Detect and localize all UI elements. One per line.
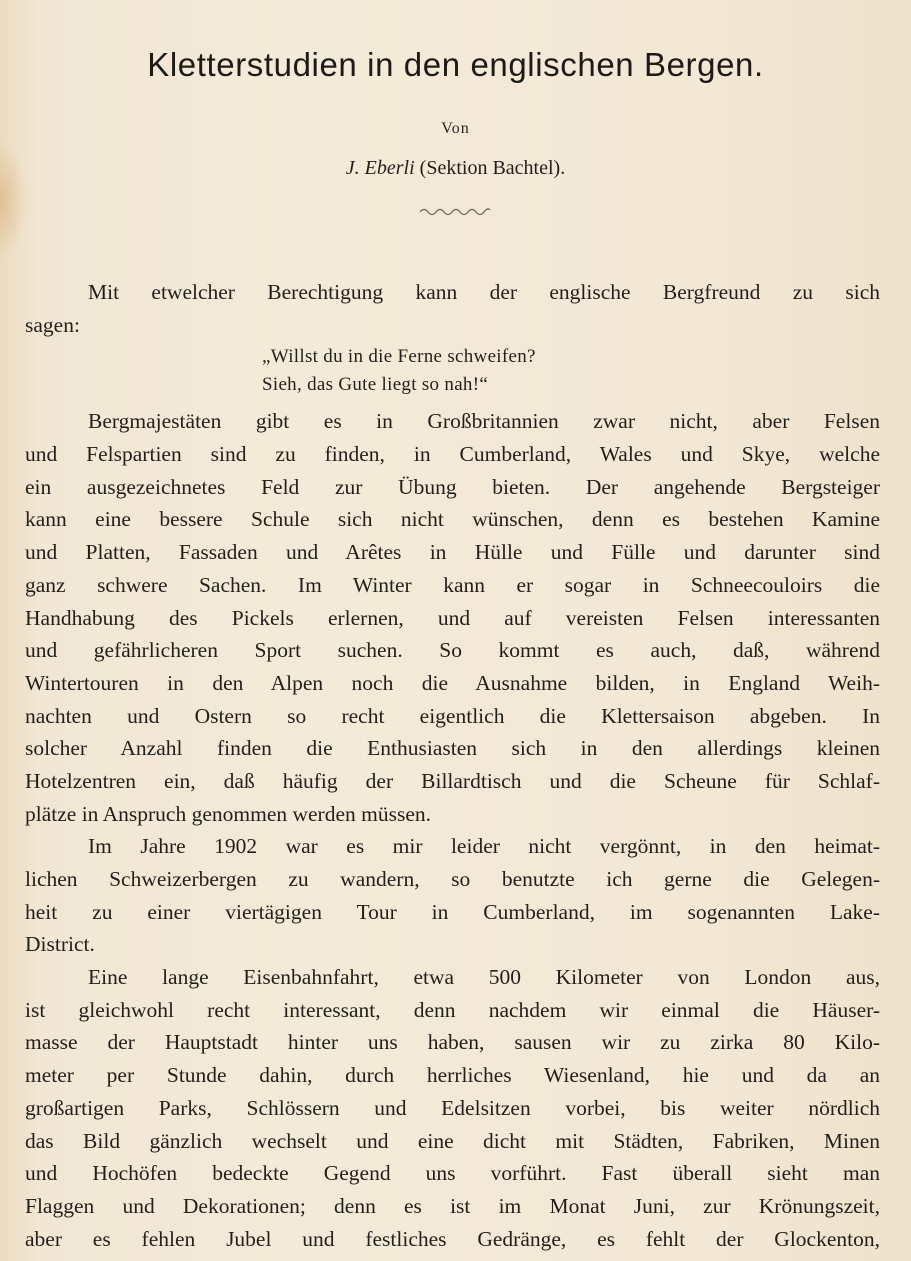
text-line: Bergmajestäten gibt es in Großbritannien zwar nicht, aber Felsen [88, 409, 880, 434]
text-line: sagen: [25, 312, 80, 337]
article-title: Kletterstudien in den englischen Bergen. [147, 46, 764, 83]
text-line: Flaggen und Dekorationen; denn es ist im Monat Juni, zur Krönungszeit, [25, 1193, 880, 1218]
text-line: ein ausgezeichnetes Feld zur Übung bieten. Der angehende Bergsteiger [25, 474, 880, 499]
text-line: und Hochöfen bedeckte Gegend uns vorführt. Fast überall sieht man [25, 1161, 880, 1186]
text-line: lichen Schweizerbergen zu wandern, so benutzte ich gerne die Gelegen- [25, 867, 880, 891]
text-line: kann eine bessere Schule sich nicht wünschen, denn es bestehen Kamine [25, 507, 880, 532]
text-line: masse der Hauptstadt hinter uns haben, sausen wir zu zirka 80 Kilo- [25, 1030, 880, 1055]
text-line: und Felspartien sind zu finden, in Cumberland, Wales und Skye, welche [25, 442, 880, 467]
quote-line: Sieh, das Gute liegt so nah!“ [262, 374, 489, 396]
article-body [25, 276, 880, 1255]
text-line: ganz schwere Sachen. Im Winter kann er sogar in Schneecouloirs die [25, 572, 880, 597]
text-line: Eine lange Eisenbahnfahrt, etwa 500 Kilometer von London aus, [88, 965, 880, 990]
author-section: (Sektion Bachtel). [419, 157, 566, 179]
text-line: aber es fehlen Jubel und festliches Gedränge, es fehlt der Glockenton, [25, 1226, 880, 1251]
text-line: ist gleichwohl recht interessant, denn nachdem wir einmal die Häuser- [25, 997, 880, 1022]
text-line: großartigen Parks, Schlössern und Edelsitzen vorbei, bis weiter nördlich [25, 1095, 880, 1120]
text-line: Hotelzentren ein, daß häufig der Billardtisch und die Scheune für Schlaf- [25, 768, 880, 793]
text-line: Mit etwelcher Berechtigung kann der englische Bergfreund zu sich [88, 280, 880, 304]
text-line: das Bild gänzlich wechselt und eine dicht mit Städten, Fabriken, Minen [25, 1128, 880, 1153]
text-line: plätze in Anspruch genommen werden müssen. [25, 801, 432, 826]
wavy-ornament-icon [418, 206, 492, 218]
text-line: und gefährlicheren Sport suchen. So kommt es auch, daß, während [25, 638, 880, 663]
author-line [0, 157, 911, 180]
text-line: District. [25, 932, 95, 957]
text-line: Handhabung des Pickels erlernen, und auf vereisten Felsen interessanten [25, 605, 880, 630]
text-line: meter per Stunde dahin, durch herrliches Wiesenland, hie und da an [25, 1063, 880, 1088]
author-name: J. Eberli [345, 157, 415, 179]
text-line: heit zu einer viertägigen Tour in Cumberland, im sogenannten Lake- [25, 899, 880, 924]
quote-line: „Willst du in die Ferne schweifen? [262, 346, 536, 368]
text-line: Wintertouren in den Alpen noch die Ausnahme bilden, in England Weih- [25, 670, 880, 695]
text-line: Im Jahre 1902 war es mir leider nicht vergönnt, in den heimat- [88, 834, 880, 859]
text-line: nachten und Ostern so recht eigentlich die Klettersaison abgeben. In [25, 703, 880, 728]
text-line: und Platten, Fassaden und Arêtes in Hülle und Fülle und darunter sind [25, 540, 880, 565]
text-line: solcher Anzahl finden die Enthusiasten sich in den allerdings kleinen [25, 736, 880, 761]
byline-von: Von [441, 120, 470, 137]
